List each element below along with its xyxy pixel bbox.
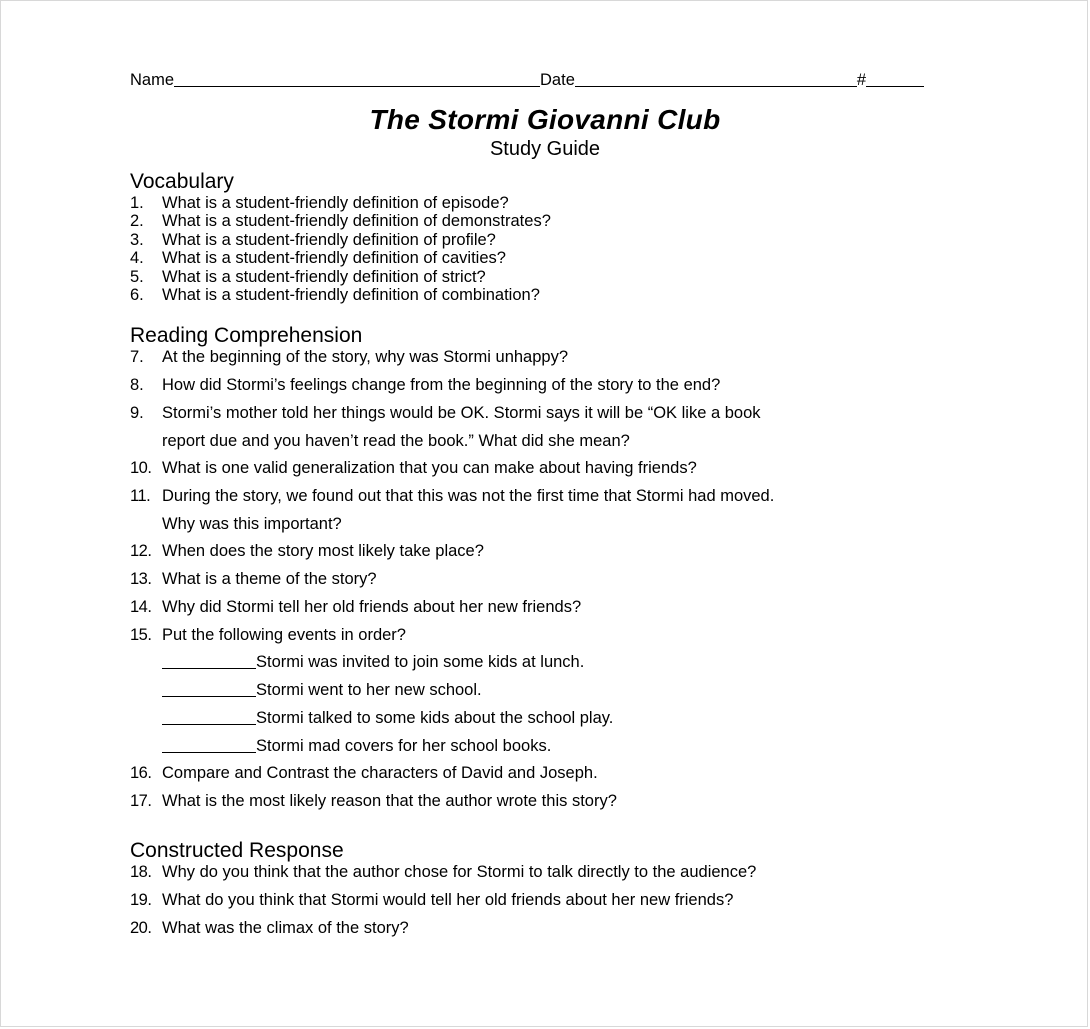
- order-event-text: Stormi talked to some kids about the school play.: [256, 709, 614, 727]
- question-9: [130, 404, 761, 423]
- question-16: [130, 764, 598, 783]
- question-18: [130, 863, 756, 882]
- question-number: 5.: [130, 268, 144, 286]
- order-blank-line: [162, 738, 256, 753]
- question-13: [130, 570, 377, 589]
- order-event-text: Stormi mad covers for her school books.: [256, 737, 552, 755]
- question-number: 18.: [130, 863, 152, 881]
- header-fields: [130, 68, 958, 90]
- question-text: What is a student-friendly definition of profile?: [162, 231, 496, 249]
- question-text: What is a student-friendly definition of cavities?: [162, 249, 506, 267]
- question-number: 8.: [130, 376, 144, 394]
- question-text: What do you think that Stormi would tell her old friends about her new friends?: [162, 891, 734, 909]
- question-number: 17.: [130, 792, 152, 810]
- question-text: Put the following events in order?: [162, 626, 406, 644]
- constructed-response-heading: Constructed Response: [130, 839, 344, 862]
- question-number: 6.: [130, 286, 144, 304]
- number-blank-line: [866, 70, 924, 87]
- question-17: [130, 792, 617, 811]
- question-number: 3.: [130, 231, 144, 249]
- name-label: Name: [130, 71, 175, 89]
- question-number: 2.: [130, 212, 144, 230]
- question-text: What is one valid generalization that you can make about having friends?: [162, 459, 697, 477]
- question-11: [130, 487, 774, 506]
- question-text: Why did Stormi tell her old friends about her new friends?: [162, 598, 582, 616]
- order-blank-line: [162, 682, 256, 697]
- order-event-4: [162, 737, 551, 756]
- question-number: 16.: [130, 764, 152, 782]
- question-number: 12.: [130, 542, 152, 560]
- question-6: [130, 286, 540, 305]
- question-text: During the story, we found out that this was not the first time that Stormi had moved.: [162, 487, 775, 505]
- question-number: 11.: [130, 487, 151, 505]
- question-text: What is a student-friendly definition of combination?: [162, 286, 540, 304]
- question-14: [130, 598, 581, 617]
- order-event-1: [162, 653, 584, 672]
- order-event-3: [162, 709, 613, 728]
- comprehension-heading: Reading Comprehension: [130, 324, 363, 347]
- question-11-continued: Why was this important?: [162, 515, 342, 533]
- question-text: What is a student-friendly definition of strict?: [162, 268, 486, 286]
- question-4: [130, 249, 506, 268]
- question-number: 14.: [130, 598, 152, 616]
- number-label: #: [856, 71, 867, 89]
- question-text: What is the most likely reason that the author wrote this story?: [162, 792, 617, 810]
- question-text: Stormi’s mother told her things would be OK. Stormi says it will be “OK like a book: [162, 404, 761, 422]
- order-event-2: [162, 681, 482, 700]
- date-label: Date: [540, 71, 575, 89]
- question-text: What was the climax of the story?: [162, 919, 409, 937]
- question-text: What is a student-friendly definition of episode?: [162, 194, 509, 212]
- order-event-text: Stormi was invited to join some kids at lunch.: [256, 653, 585, 671]
- question-text: Why do you think that the author chose for Stormi to talk directly to the audience?: [162, 863, 757, 881]
- question-number: 7.: [130, 348, 144, 366]
- date-blank-line: [575, 70, 857, 87]
- question-text: What is a theme of the story?: [162, 570, 377, 588]
- question-text: How did Stormi’s feelings change from the beginning of the story to the end?: [162, 376, 721, 394]
- question-number: 15.: [130, 626, 152, 644]
- question-3: [130, 231, 496, 250]
- question-19: [130, 891, 733, 910]
- vocabulary-heading: Vocabulary: [130, 170, 234, 193]
- question-number: 10.: [130, 459, 152, 477]
- page-title: The Stormi Giovanni Club: [369, 104, 721, 135]
- question-text: Compare and Contrast the characters of David and Joseph.: [162, 764, 598, 782]
- question-number: 9.: [130, 404, 144, 422]
- question-9-continued: report due and you haven’t read the book.” What did she mean?: [162, 432, 630, 450]
- order-blank-line: [162, 654, 256, 669]
- question-number: 13.: [130, 570, 152, 588]
- question-20: [130, 919, 409, 938]
- question-number: 19.: [130, 891, 152, 909]
- order-event-text: Stormi went to her new school.: [256, 681, 482, 699]
- question-text: At the beginning of the story, why was Stormi unhappy?: [162, 348, 569, 366]
- question-8: [130, 376, 720, 395]
- question-7: [130, 348, 568, 367]
- question-1: [130, 194, 509, 213]
- question-number: 4.: [130, 249, 144, 267]
- question-5: [130, 268, 486, 287]
- question-12: [130, 542, 484, 561]
- page-subtitle: Study Guide: [489, 138, 601, 160]
- question-15: [130, 626, 406, 645]
- question-text: When does the story most likely take place?: [162, 542, 484, 560]
- name-blank-line: [174, 70, 540, 87]
- question-number: 1.: [130, 194, 144, 212]
- question-2: [130, 212, 551, 231]
- question-text: What is a student-friendly definition of demonstrates?: [162, 212, 551, 230]
- question-number: 20.: [130, 919, 152, 937]
- order-blank-line: [162, 710, 256, 725]
- question-10: [130, 459, 697, 478]
